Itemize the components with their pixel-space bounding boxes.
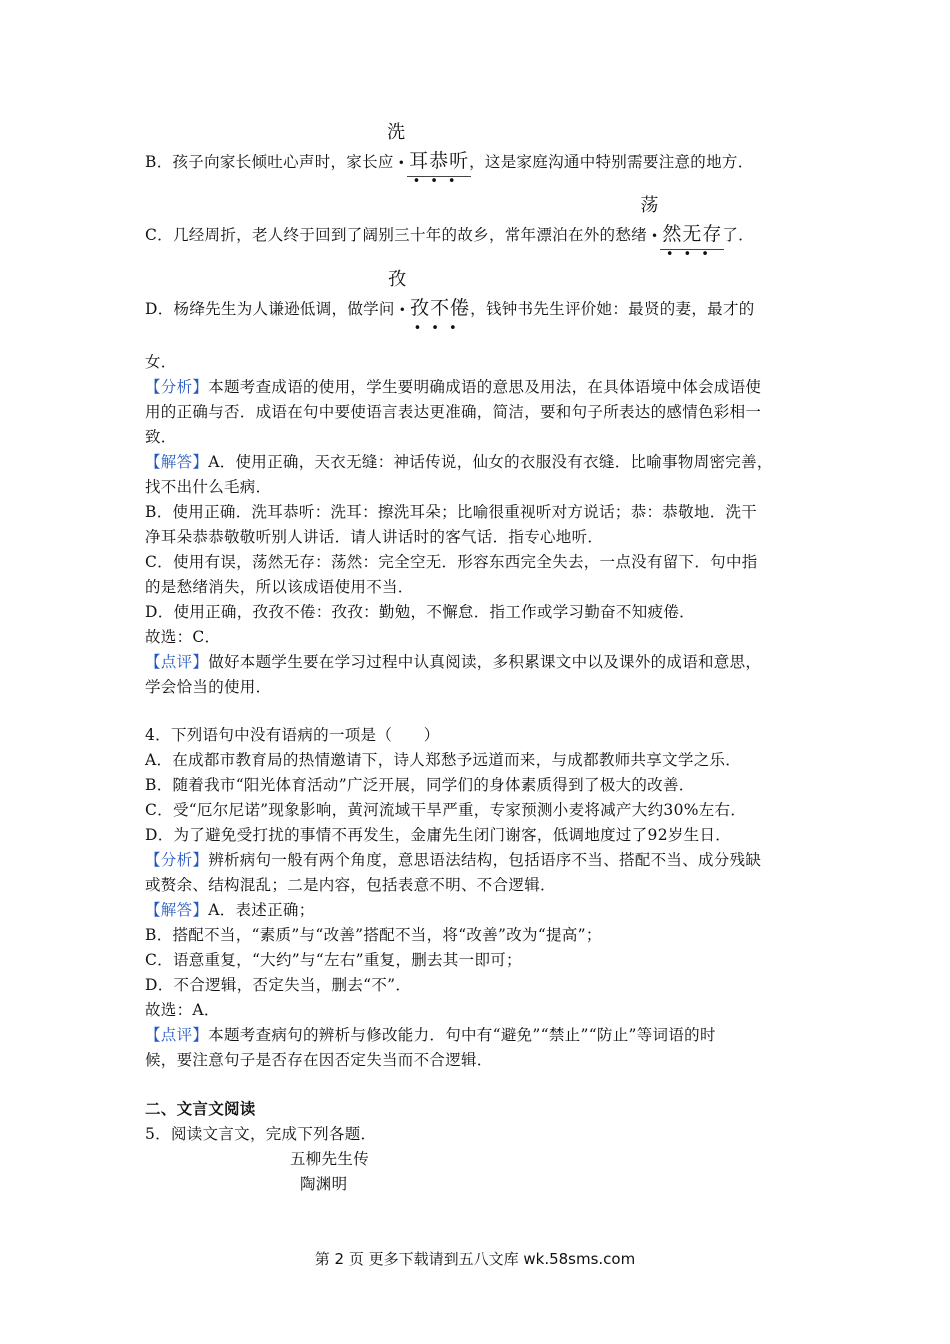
- text-line: D．不合逻辑，否定失当，删去“不”．: [145, 976, 412, 994]
- text-line: 或赘余、结构混乱；二是内容，包括表意不明、不合逻辑．: [145, 876, 556, 894]
- idiom-rest: 然无存: [662, 223, 723, 245]
- comment-tag: 【点评】: [145, 1026, 209, 1044]
- answer-tag: 【解答】: [145, 901, 209, 919]
- text-line: 找不出什么毛病．: [145, 478, 272, 496]
- option-d-text: D．杨绛先生为人谦逊低调，做学问: [145, 300, 395, 318]
- idiom-first-char: 荡: [640, 195, 659, 216]
- text-line: 本题考查病句的辨析与修改能力．句中有“避免”“禁止”“防止”等词语的时: [208, 1026, 716, 1044]
- text-line: 辨析病句一般有两个角度，意思语法结构，包括语序不当、搭配不当、成分残缺: [208, 851, 762, 869]
- emphasis-dots: •••: [413, 321, 467, 336]
- analysis-tag: 【分析】: [145, 378, 209, 396]
- option-b-tail: ，这是家庭沟通中特别需要注意的地方．: [469, 153, 754, 171]
- q4-option-d: D．为了避免受打扰的事情不再发生，金庸先生闭门谢客，低调地度过了92岁生日．: [145, 826, 732, 844]
- idiom-rest: 孜不倦: [410, 297, 471, 319]
- q4-answer: [145, 899, 315, 921]
- option-b-text: B．孩子向家长倾吐心声时，家长应: [145, 153, 394, 171]
- idiom-first-char: 洗: [387, 122, 406, 143]
- emphasis-dot: •: [397, 156, 406, 170]
- idiom-rest: 耳恭听: [409, 150, 470, 172]
- idiom-zizibujuan: [388, 269, 471, 336]
- q3-option-c: [145, 195, 754, 262]
- option-c-text: C．几经周折，老人终于回到了阔别三十年的故乡，常年漂泊在外的愁绪: [145, 226, 647, 244]
- emphasis-dots: •••: [665, 247, 719, 262]
- q4-option-c: C．受“厄尔尼诺”现象影响，黄河流域干旱严重，专家预测小麦将减产大约30%左右．: [145, 801, 747, 819]
- q4-option-a: A．在成都市教育局的热情邀请下，诗人郑愁予远道而来，与成都教师共享文学之乐．: [145, 751, 742, 769]
- option-d-continuation: 女．: [145, 353, 177, 371]
- idiom-dangranwucun: [640, 195, 723, 262]
- text-line: A．使用正确，天衣无缝：神话传说，仙女的衣服没有衣缝．比喻事物周密完善，: [208, 453, 773, 471]
- option-c-tail: 了．: [722, 226, 754, 244]
- text-line: C．语意重复，“大约”与“左右”重复，删去其一即可；: [145, 951, 522, 969]
- q4-stem: 4．下列语句中没有语病的一项是（ ）: [145, 726, 440, 744]
- text-line: D．使用正确，孜孜不倦：孜孜：勤勉，不懈怠．指工作或学习勤奋不知疲倦．: [145, 603, 695, 621]
- q5-stem: 5．阅读文言文，完成下列各题．: [145, 1125, 377, 1143]
- section-heading: 二、文言文阅读: [145, 1099, 256, 1118]
- text-line: 故选：C．: [145, 628, 221, 646]
- text-line: B．使用正确．洗耳恭听：洗耳：擦洗耳朵；比喻很重视听对方说话；恭：恭敬地．洗干: [145, 503, 758, 521]
- q3-comment: [145, 651, 761, 673]
- analysis-tag: 【分析】: [145, 851, 209, 869]
- q3-option-b: [145, 122, 754, 189]
- idiom-first-char: 孜: [388, 269, 407, 290]
- q3-option-d: [145, 269, 755, 336]
- q4-analysis: [145, 849, 761, 871]
- text-line: 做好本题学生要在学习过程中认真阅读，多积累课文中以及课外的成语和意思，: [208, 653, 762, 671]
- comment-tag: 【点评】: [145, 653, 209, 671]
- emphasis-dot: •: [650, 229, 659, 243]
- text-line: B．搭配不当，“素质”与“改善”搭配不当，将“改善”改为“提高”；: [145, 926, 602, 944]
- text-line: 学会恰当的使用．: [145, 678, 272, 696]
- text-line: 候，要注意句子是否存在因否定失当而不合逻辑．: [145, 1051, 493, 1069]
- text-line: 用的正确与否．成语在句中要使语言表达更准确，简洁，要和句子所表达的感情色彩相一: [145, 403, 762, 421]
- text-title: 五柳先生传: [290, 1150, 370, 1168]
- option-d-tail: ，钱钟书先生评价她：最贤的妻，最才的: [470, 300, 755, 318]
- emphasis-dots: •••: [412, 174, 466, 189]
- q3-answer: [145, 451, 773, 473]
- text-line: 净耳朵恭恭敬敬听别人讲话．请人讲话时的客气话．指专心地听．: [145, 528, 604, 546]
- q4-option-b: B．随着我市“阳光体育活动”广泛开展，同学们的身体素质得到了极大的改善．: [145, 776, 695, 794]
- text-line: 致．: [145, 428, 177, 446]
- emphasis-dot: •: [398, 303, 407, 317]
- text-line: C．使用有误，荡然无存：荡然：完全空无．形容东西完全失去，一点没有留下．句中指: [145, 553, 758, 571]
- page-footer: 第 2 页 更多下载请到五八文库 wk.58sms.com: [314, 1250, 636, 1268]
- q4-comment: [145, 1024, 716, 1046]
- q3-analysis: [145, 376, 761, 398]
- text-line: 的是愁绪消失，所以该成语使用不当．: [145, 578, 414, 596]
- answer-tag: 【解答】: [145, 453, 209, 471]
- text-author: 陶渊明: [300, 1175, 348, 1193]
- text-line: A．表述正确；: [208, 901, 315, 919]
- idiom-xierggongting: [387, 122, 470, 189]
- text-line: 故选：A．: [145, 1001, 220, 1019]
- text-line: 本题考查成语的使用，学生要明确成语的意思及用法，在具体语境中体会成语使: [208, 378, 762, 396]
